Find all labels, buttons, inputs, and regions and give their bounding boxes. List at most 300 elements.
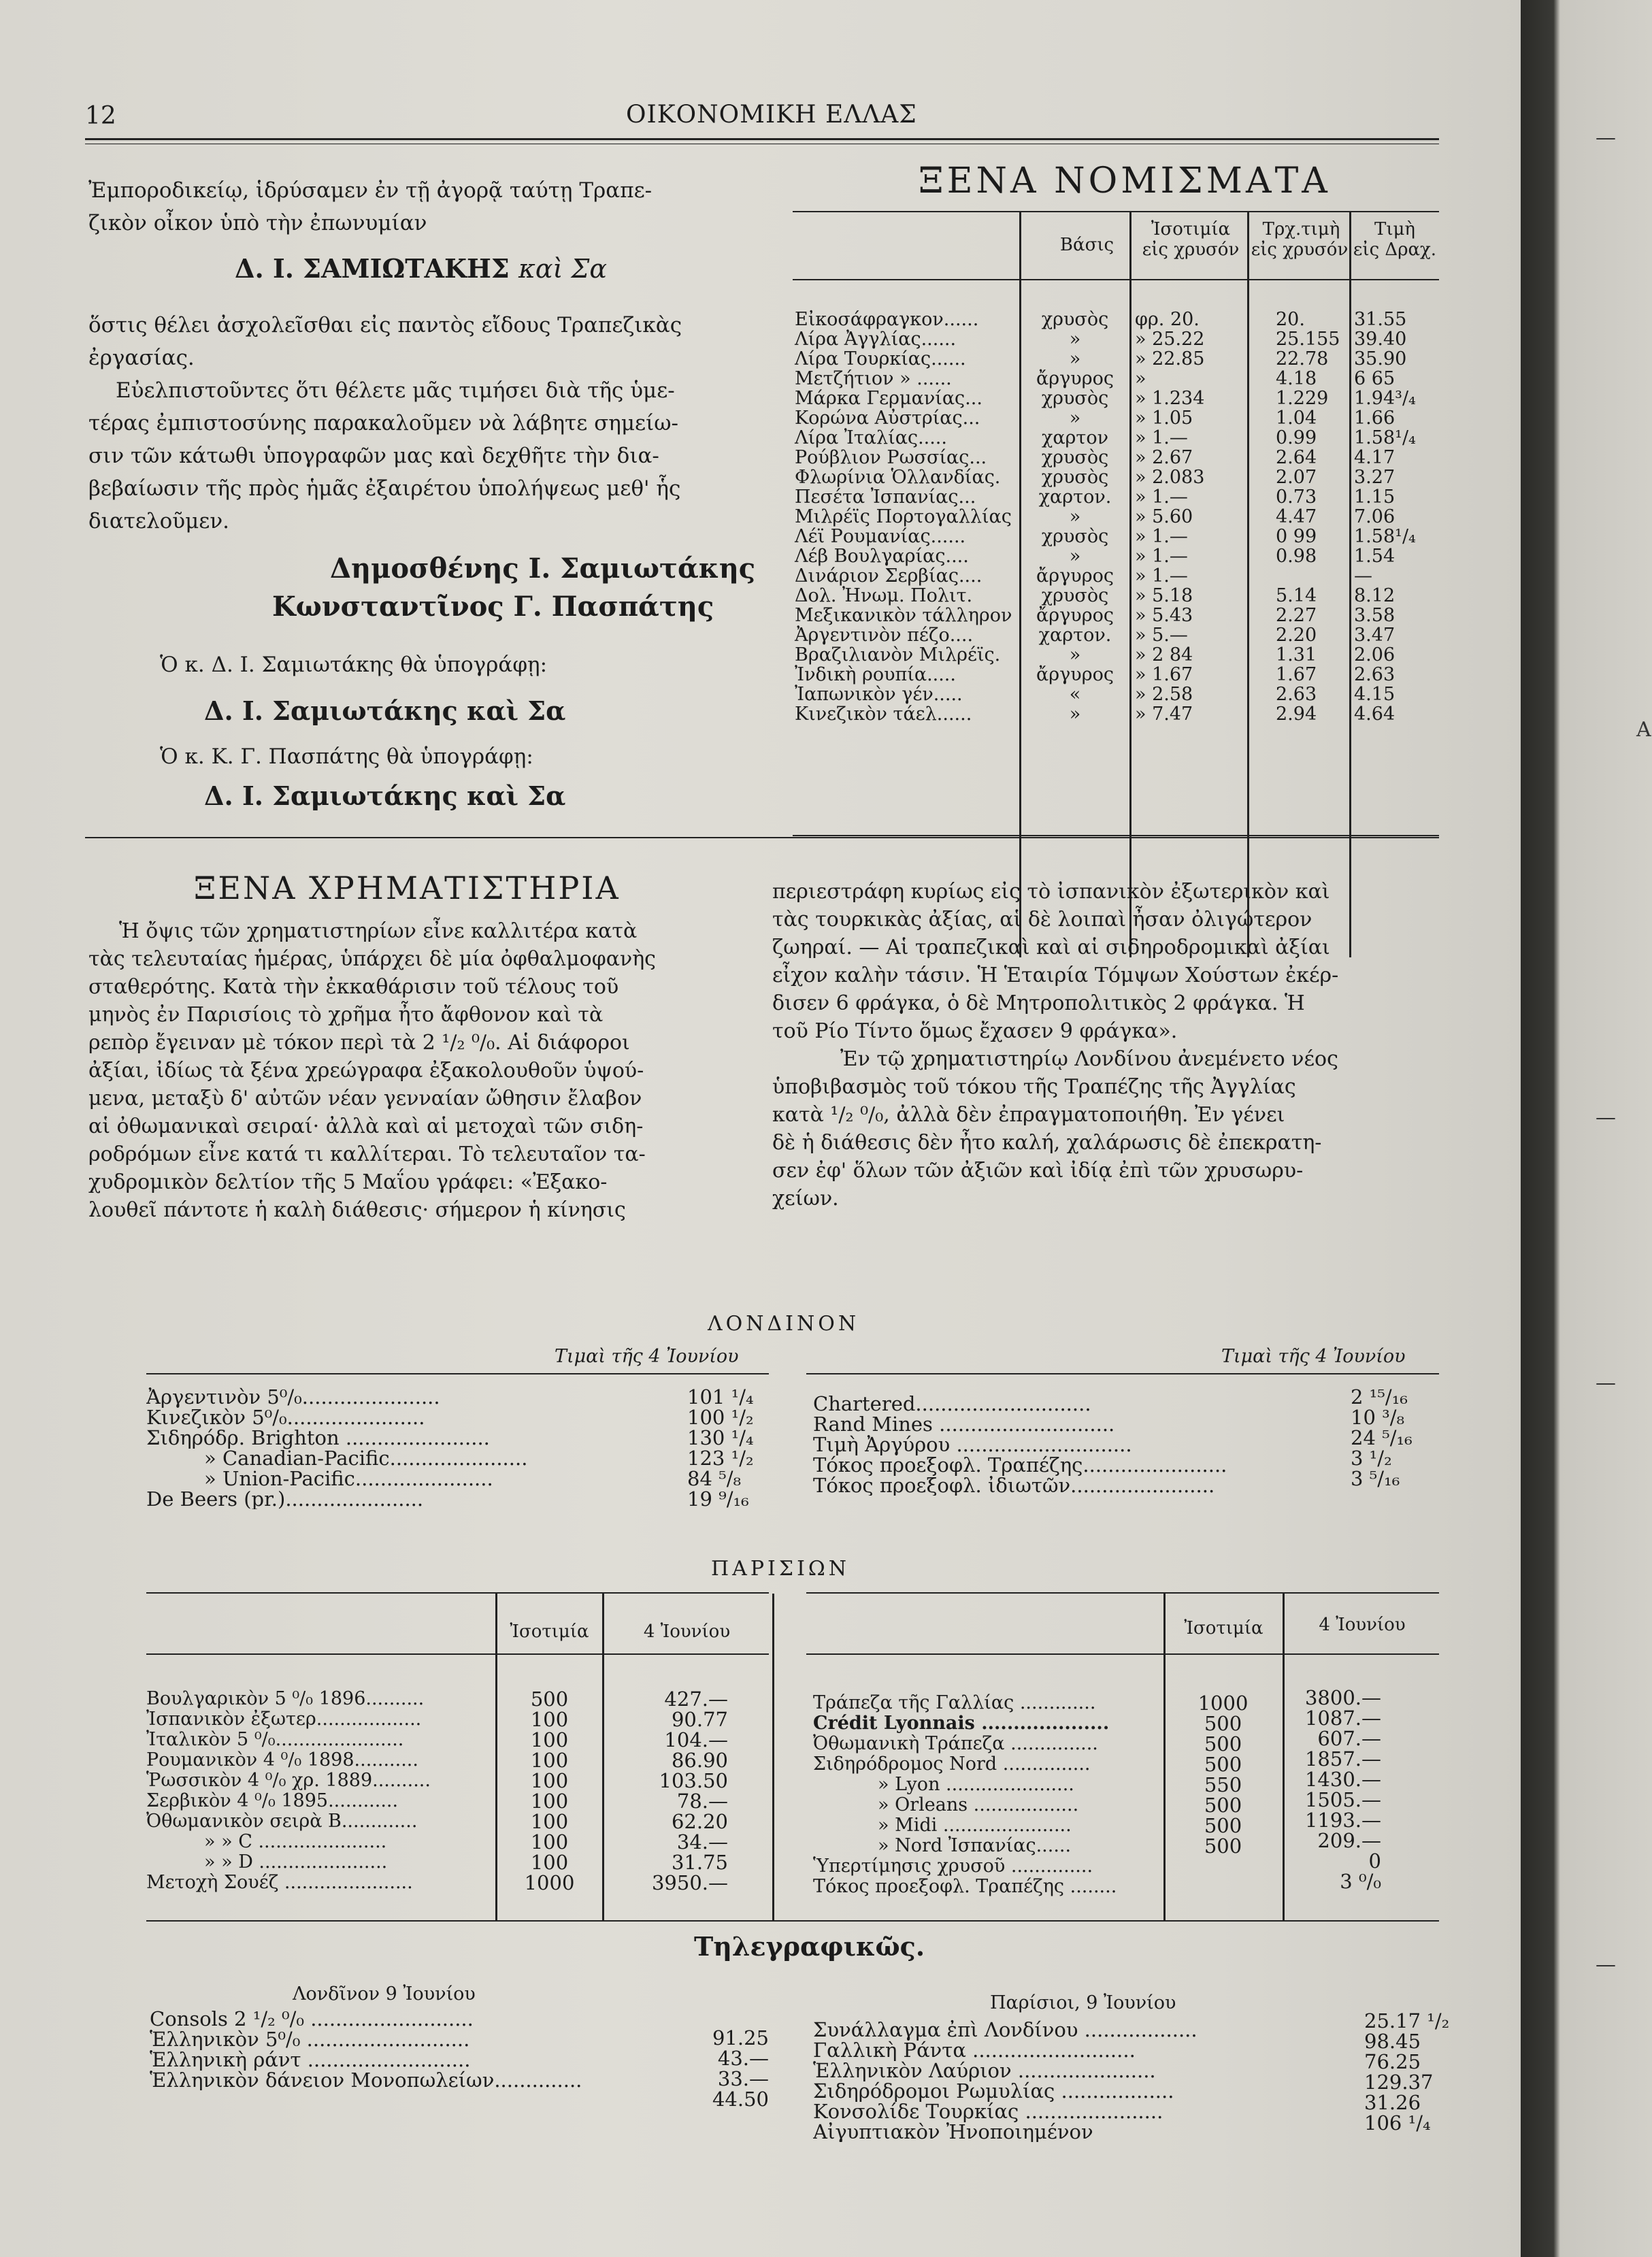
bourses-line: Ἡ ὄψις τῶν χρηματιστηρίων εἶνε καλλιτέρα κατὰ [119,919,638,943]
london-left-values [687,1387,779,1509]
advert-body: βεβαίωσιν τῆς πρὸς ἡμᾶς ἐξαιρέτου ὑπολήψεως μεθ' ἧς [88,476,681,501]
bourses-left-column [88,917,769,1224]
bourses-title: ΞΕΝΑ ΧΡΗΜΑΤΙΣΤΗΡΙΑ [194,870,621,906]
telegraph-price: 31.26 [1364,2091,1421,2114]
coin-drachma-price: 35.90 [1354,348,1407,369]
paris-parity: 100 [530,1769,569,1792]
london-price: 3 ⁵/₁₆ [1351,1467,1400,1490]
london-rule [806,1373,1439,1374]
coin-parity: » 22.85 [1135,348,1205,369]
coins-header-rule [793,279,1439,280]
london-price: 10 ³/₈ [1351,1406,1405,1429]
bourses-line: αἱ ὀθωμανικαὶ σειραί· ἀλλὰ καὶ αἱ μετοχαὶ τῶν σιδη- [88,1115,644,1138]
paris-security: Τόκος προεξοφλ. Τραπέζης ........ [813,1876,1117,1897]
telegraph-security: Ἑλληνικὸν 5⁰/₀ .......................... [150,2028,470,2051]
coin-name: Μεξικανικὸν τάλληρον [795,605,1012,626]
paris-security: » » C ...................... [204,1831,387,1852]
telegraph-paris-names [813,2020,1357,2142]
coins-col-divider [1247,212,1249,957]
paris-col-divider [602,1594,604,1920]
edge-mark: A [1636,718,1651,742]
coin-base: χαρτον. [1038,625,1112,646]
coin-name: Μάρκα Γερμανίας... [795,388,982,409]
telegraph-price: 98.45 [1364,2030,1421,2053]
paris-security: Crédit Lyonnais .................... [813,1713,1110,1734]
coin-parity: » 2.58 [1135,684,1193,705]
paris-price: 427.— [664,1687,728,1711]
coin-gold-price: 2.07 [1276,467,1317,488]
coin-drachma-price: 3.27 [1354,467,1395,488]
paris-price: 1430.— [1304,1768,1381,1791]
paris-header-rule [806,1653,1439,1655]
telegraph-title: Τηλεγραφικῶς. [694,1931,925,1962]
coin-drachma-price: 1.58¹/₄ [1354,427,1416,448]
coin-name: Βραζιλιανὸν Μιλρέϊς. [795,644,1001,665]
london-security: Κινεζικὸν 5⁰/₀...................... [146,1406,425,1429]
paris-parity: 1000 [1197,1692,1249,1715]
london-price: 19 ⁹/₁₆ [687,1487,749,1511]
coin-gold-price: 2.64 [1276,447,1317,468]
paris-col-divider [772,1594,774,1920]
london-right-names [813,1394,1344,1496]
coin-gold-price: 1.31 [1276,644,1317,665]
coins-col-divider [1349,212,1351,957]
telegraph-security: Συνάλλαγμα ἐπὶ Λονδίνου .................. [813,2020,1197,2041]
coin-drachma-price: 1.58¹/₄ [1354,526,1416,547]
coin-drachma-price: 2.06 [1354,644,1395,665]
paris-security: Τράπεζα τῆς Γαλλίας ............. [813,1693,1096,1713]
telegraph-security: Κονσολίδε Τουρκίας ...................... [813,2100,1163,2123]
coin-parity: » 1.234 [1135,388,1205,409]
telegraph-security: Ἑλληνικὴ ράντ .......................... [150,2048,471,2071]
paris-security: Μετοχὴ Σουέζ ...................... [146,1872,413,1893]
london-price: 3 ¹/₂ [1351,1447,1392,1470]
paris-price: 34.— [676,1830,728,1854]
coin-name: Λίρα Ἰταλίας..... [795,427,947,448]
facing-page-edge [1521,0,1652,2257]
coin-parity: » 5.60 [1135,506,1193,527]
paris-parity: 100 [530,1830,569,1854]
paris-parity: 100 [530,1790,569,1813]
coin-base: χρυσὸς [1041,526,1109,547]
paris-header-parity: Ἰσοτιμία [510,1621,589,1642]
paris-price: 104.— [664,1728,728,1751]
paris-security: Ὀθωμανικὸν σειρὰ B............. [146,1811,418,1832]
coin-parity: » 1.— [1135,487,1188,508]
paris-parity: 550 [1204,1773,1242,1796]
coin-base: » [1069,506,1081,527]
london-security: De Beers (pr.)...................... [146,1487,424,1509]
london-right-date: Τιμαὶ τῆς 4 Ἰουνίου [1221,1346,1406,1367]
paris-security: Βουλγαρικὸν 5 ⁰/₀ 1896.......... [146,1689,425,1709]
coins-bases [1024,310,1126,724]
paris-price: 86.90 [671,1749,728,1772]
paris-security: Ὑπερτίμησις χρυσοῦ .............. [813,1856,1093,1877]
coin-gold-price: 0 99 [1276,526,1317,547]
paris-price: 607.— [1317,1727,1381,1750]
paris-header-rule [146,1653,769,1655]
paris-security: » Orleans .................. [878,1794,1079,1815]
telegraph-price: 44.50 [712,2088,769,2111]
coin-drachma-price: 4.64 [1354,704,1395,725]
edge-mark: — [1596,1953,1616,1977]
coin-name: Δινάριον Σερβίας.... [795,565,982,587]
coin-name: Λίρα Τουρκίας...... [795,348,966,369]
paris-security: Σιδηρόδρομος Nord ............... [813,1753,1091,1775]
coin-name: Εἰκοσάφραγκον...... [795,309,979,330]
coin-parity: » 5.18 [1135,585,1193,606]
london-price: 2 ¹⁵/₁₆ [1351,1385,1408,1408]
coin-drachma-price: 8.12 [1354,585,1395,606]
telegraph-price: 106 ¹/₄ [1364,2111,1431,2135]
coin-name: Λέϊ Ρουμανίας...... [795,526,966,547]
bourses-line: ζωηραί. — Αἱ τραπεζικαὶ καὶ αἱ σιδηροδρομικαὶ ἀξίαι [772,936,1330,959]
paris-price: 31.75 [671,1851,728,1874]
coins-drachma-price [1354,310,1439,724]
coin-parity: » [1135,368,1146,389]
coin-parity: » 2 84 [1135,644,1193,665]
london-price: 123 ¹/₂ [687,1447,754,1470]
coin-base: » [1069,348,1081,369]
coin-base: » [1069,546,1081,567]
coin-gold-price: 0.98 [1276,546,1317,567]
coin-parity: » 2.67 [1135,447,1193,468]
paris-parity: 100 [530,1810,569,1833]
telegraph-price: 33.— [717,2067,769,2090]
paris-parity: 500 [1204,1753,1242,1776]
paris-parity: 100 [530,1851,569,1874]
paris-price: 1505.— [1304,1788,1381,1811]
coins-bottom-rule [793,835,1439,836]
bourses-line: Ἐν τῷ χρηματιστηρίῳ Λονδίνου ἀνεμένετο νέος [840,1047,1338,1071]
coin-name: Ἰαπωνικὸν γέν..... [795,684,963,705]
paris-security: Ὀθωμανικὴ Τράπεζα ............... [813,1733,1098,1754]
bourses-line: δὲ ἡ διάθεσις δὲν ἦτο καλή, χαλάρωσις δὲ ἐπεκρατη- [772,1131,1322,1155]
header-rule [85,138,1439,140]
edge-mark: — [1596,1371,1616,1395]
coin-gold-price: 1.04 [1276,408,1317,429]
coin-gold-price: 2.63 [1276,684,1317,705]
bourses-line: χείων. [772,1187,839,1210]
paris-security: Ρουμανικὸν 4 ⁰/₀ 1898........... [146,1749,418,1770]
coin-gold-price: 5.14 [1276,585,1317,606]
coin-drachma-price: 3.58 [1354,605,1395,626]
coin-parity: φρ. 20. [1135,309,1200,330]
telegraph-security: Ἑλληνικὸν Λαύριον ...................... [813,2059,1156,2082]
paris-right-names [813,1693,1160,1897]
paris-price: 103.50 [659,1769,728,1792]
bourses-line: σεν ἐφ' ὅλων τῶν ἀξιῶν καὶ ἰδίᾳ ἐπὶ τῶν χρυσωρυ- [772,1159,1304,1183]
coin-base: « [1069,684,1081,705]
paris-bottom-rule [146,1920,1439,1922]
paris-security: » Nord Ἰσπανίας...... [878,1835,1072,1856]
coin-gold-price [1276,566,1347,586]
paris-parity [1167,1877,1279,1897]
paris-price: 3950.— [651,1871,728,1894]
telegraph-price: 76.25 [1364,2050,1421,2073]
london-left-date: Τιμαὶ τῆς 4 Ἰουνίου [555,1346,739,1367]
coin-base: » [1069,408,1081,429]
coin-name: Λέβ Βουλγαρίας.... [795,546,969,567]
paris-col-divider [1163,1594,1166,1920]
paris-price: 3 ⁰/₀ [1340,1870,1381,1893]
coin-gold-price: 4.47 [1276,506,1317,527]
telegraph-price: 25.17 ¹/₂ [1364,2009,1450,2032]
paris-left-values [609,1689,728,1893]
coin-gold-price: 0.99 [1276,427,1317,448]
paris-col-divider [1283,1594,1285,1920]
paris-header-date: 4 Ἰουνίου [1319,1615,1406,1635]
telegraph-security: Consols 2 ¹/₂ ⁰/₀ .......................... [150,2009,474,2030]
paris-parity: 1000 [524,1871,575,1894]
advert-body: Εὐελπιστοῦντες ὅτι θέλετε μᾶς τιμήσει διὰ τῆς ὑμε- [116,378,675,403]
paris-price: 3800.— [1304,1686,1381,1709]
coins-header-gold: Τρχ.τιμὴ [1262,219,1340,240]
paris-header-parity: Ἰσοτιμία [1184,1618,1263,1638]
coin-name: Λίρα Ἀγγλίας...... [795,329,957,350]
bourses-line: τὰς τουρκικὰς ἀξίας, αἱ δὲ λοιπαὶ ἦσαν ὀλιγώτερον [772,908,1312,932]
coin-gold-price: 4.18 [1276,368,1317,389]
paris-col-divider [495,1594,497,1920]
coin-gold-price: 22.78 [1276,348,1329,369]
coin-base: χρυσὸς [1041,585,1109,606]
paris-security: Ἰσπανικὸν ἐξωτερ.................. [146,1709,422,1730]
bourses-line: ρεπὸρ ἔγειναν μὲ τόκον περὶ τὰ 2 ¹/₂ ⁰/₀. Αἱ διάφοροι [88,1031,630,1055]
coin-drachma-price: 4.15 [1354,684,1395,705]
coin-drachma-price: 31.55 [1354,309,1407,330]
paris-parity: 500 [1204,1834,1242,1858]
coin-name: Δολ. Ἠνωμ. Πολιτ. [795,585,973,606]
coin-parity: » 1.— [1135,526,1188,547]
coins-header-parity: Ἰσοτιμία [1151,219,1231,240]
coins-header-price: Τιμὴ [1374,219,1415,240]
coins-col-divider [1129,212,1131,957]
bourses-line: μενα, μεταξὺ δ' αὐτῶν νέαν γενναίαν ὤθησιν ἔλαβον [88,1087,642,1110]
paris-security: » Midi ...................... [878,1815,1072,1836]
coin-drachma-price: 7.06 [1354,506,1395,527]
coin-name: Ρούβλιον Ρωσσίας... [795,447,987,468]
coin-parity: » 5.— [1135,625,1188,646]
paris-price: 78.— [676,1790,728,1813]
coin-name: Πεσέτα Ἰσπανίας... [795,487,976,508]
telegraph-price: 91.25 [712,2026,769,2049]
coin-drachma-price: 1.54 [1354,546,1395,567]
bourses-line: τὰς τελευταίας ἡμέρας, ὑπάρχει δὲ μία ὀφθαλμοφανὴς [88,947,656,971]
coins-gold-price [1276,310,1347,724]
coins-header-base: Βάσις [1059,235,1114,255]
paris-price: 209.— [1317,1829,1381,1852]
coin-drachma-price: 4.17 [1354,447,1395,468]
london-security: » Canadian-Pacific...................... [204,1447,528,1470]
coin-drachma-price: 6 65 [1354,368,1395,389]
telegraph-security: Αἰγυπτιακὸν Ἠνοποιημένον [813,2120,1093,2142]
london-security: Τόκος προεξοφλ. Τραπέζης....................... [813,1453,1227,1477]
paris-parity: 100 [530,1728,569,1751]
coin-base: » [1069,704,1081,725]
coins-header-parity: εἰς χρυσόν [1142,240,1240,260]
paris-price: 1087.— [1304,1707,1381,1730]
coin-base: ἄργυρος [1036,565,1114,587]
coin-name: Ἀργεντινὸν πέζο.... [795,625,974,646]
coin-name: Κινεζικὸν τάελ...... [795,704,972,725]
coin-base: χρυσὸς [1041,467,1109,488]
london-price: 100 ¹/₂ [687,1406,754,1429]
bourses-line: μηνὸς ἐν Παρισίοις τὸ χρῆμα ἦτο ἄφθονον καὶ τὰ [88,1003,604,1027]
coin-name: Φλωρίνια Ὁλλανδίας. [795,467,1001,488]
london-price: 84 ⁵/₈ [687,1467,742,1490]
paris-parity: 500 [1204,1712,1242,1735]
coin-base: χρυσὸς [1041,309,1109,330]
telegraph-price: 43.— [717,2047,769,2070]
telegraph-paris-values [1364,2009,1450,2135]
page-number: 12 [85,102,116,130]
bourses-line: ροδρόμων εἶνε κατά τι καλλίτεραι. Τὸ τελευταῖον τα- [88,1142,646,1166]
paris-parity: 100 [530,1708,569,1731]
paris-parity: 500 [1204,1814,1242,1837]
coin-name: Μιλρέϊς Πορτογαλλίας [795,506,1012,527]
london-price: 24 ⁵/₁₆ [1351,1426,1413,1449]
telegraph-security: Ἑλληνικὸν δάνειον Μονοπωλείων.............. [150,2069,582,2090]
coins-header-gold: εἰς χρυσόν [1251,240,1349,260]
london-security: Ἀργεντινὸν 5⁰/₀...................... [146,1387,440,1408]
london-security: Τόκος προεξοφλ. ἰδιωτῶν....................... [813,1474,1215,1496]
bourses-line: δισεν 6 φράγκα, ὁ δὲ Μητροπολιτικὸς 2 φράγκα. Ἡ [772,991,1305,1015]
coin-name: Κορώνα Αὐστρίας... [795,408,980,429]
bourses-line: εἶχον καλὴν τάσιν. Ἡ Ἑταιρία Τόμψων Χούστων ἐκέρ- [772,963,1339,987]
coin-drachma-price: 2.63 [1354,664,1395,685]
advert-intro: Ἐμποροδικείῳ, ἱδρύσαμεν ἐν τῇ ἀγορᾷ ταύτῃ Τραπε- [88,178,652,203]
edge-mark: — [1596,1106,1616,1130]
bourses-line: κατὰ ¹/₂ ⁰/₀, ἀλλὰ δὲν ἐπραγματοποιήθη. Ἐν γένει [772,1103,1285,1127]
bourses-line: ὑποβιβασμὸς τοῦ τόκου τῆς Τραπέζης τῆς Ἀγγλίας [772,1075,1296,1099]
coin-gold-price: 0.73 [1276,487,1317,508]
signing-note-1: Ὁ κ. Δ. Ι. Σαμιωτάκης θὰ ὑπογράφῃ: [160,653,548,677]
paris-price: 90.77 [671,1708,728,1731]
coin-parity: » 1.05 [1135,408,1193,429]
london-security: » Union-Pacific...................... [204,1467,493,1490]
coin-drachma-price: — [1354,565,1372,587]
signature-1: Δημοσθένης Ι. Σαμιωτάκης [330,553,756,584]
paris-price: 1857.— [1304,1747,1381,1770]
coin-parity: » 1.— [1135,546,1188,567]
running-title: ΟΙΚΟΝΟΜΙΚΗ ΕΛΛΑΣ [626,101,917,129]
coin-drachma-price: 1.15 [1354,487,1395,508]
signing-note-2: Ὁ κ. Κ. Γ. Πασπάτης θὰ ὑπογράφῃ: [160,744,533,769]
london-left-names [146,1387,670,1509]
telegraph-london-date: Λονδῖνον 9 Ἰουνίου [293,1983,476,2005]
coin-base: χρυσὸς [1041,388,1109,409]
coin-gold-price: 20. [1276,309,1305,330]
bourses-line: τοῦ Ρίο Τίντο ὅμως ἔχασεν 9 φράγκα». [772,1019,1178,1043]
paris-parity: 500 [1204,1794,1242,1817]
coin-parity: » 5.43 [1135,605,1193,626]
signature-2: Κωνσταντῖνος Γ. Πασπάτης [272,591,714,623]
paris-price: 0 [1368,1849,1381,1873]
bourses-line: χυδρομικὸν δελτίον τῆς 5 Μαΐου γράφει: «Ἐξακο- [88,1170,608,1194]
coin-base: χαρτον. [1038,487,1112,508]
coin-drachma-price: 1.94³/₄ [1354,388,1416,409]
bourses-right-column [772,878,1446,1213]
coin-drachma-price: 39.40 [1354,329,1407,350]
paris-rule [146,1592,769,1594]
firm-name: Δ. Ι. ΣΑΜΙΩΤΑΚΗΣ καὶ Σα [235,253,608,284]
london-title: ΛΟΝΔΙΝΟΝ [708,1312,860,1336]
bourses-line: περιεστράφη κυρίως εἰς τὸ ἰσπανικὸν ἐξωτερικὸν καὶ [772,880,1330,904]
london-security: Τιμὴ Ἀργύρου ............................ [813,1433,1132,1456]
coin-gold-price: 2.20 [1276,625,1317,646]
coin-base: » [1069,644,1081,665]
coin-gold-price: 2.27 [1276,605,1317,626]
london-security: Chartered............................ [813,1394,1091,1415]
coin-name: Μετζήτιον » ...... [795,368,952,389]
paris-header-date: 4 Ἰουνίου [643,1621,731,1642]
coin-gold-price: 1.67 [1276,664,1317,685]
telegraph-london-names [150,2009,694,2090]
coins-names [795,310,1019,724]
paris-security: Ῥωσσικὸν 4 ⁰/₀ χρ. 1889.......... [146,1770,431,1791]
coin-base: ἄργυρος [1036,368,1114,389]
paris-price: 62.20 [671,1810,728,1833]
coin-gold-price: 25.155 [1276,329,1340,350]
paris-parity: 500 [530,1687,569,1711]
paris-left-names [146,1689,490,1893]
coin-base: χαρτον [1041,427,1109,448]
london-right-values [1351,1387,1439,1489]
paris-right-parity [1167,1693,1279,1897]
bourses-line: σταθερότης. Κατὰ τὴν ἐκκαθάρισιν τοῦ τέλους τοῦ [88,975,619,999]
advert-body: τέρας ἐμπιστοσύνης παρακαλοῦμεν νὰ λάβητε σημείω- [88,411,678,435]
coin-base: ἄργυρος [1036,664,1114,685]
paris-rule [806,1592,1439,1594]
coin-drachma-price: 1.66 [1354,408,1395,429]
coin-gold-price: 2.94 [1276,704,1317,725]
coin-base: χρυσὸς [1041,447,1109,468]
paris-parity: 100 [530,1749,569,1772]
paris-right-values [1286,1687,1381,1892]
coin-parity: » 2.083 [1135,467,1205,488]
coin-name: Ἰνδικὴ ρουπία..... [795,664,956,685]
advert-body: ὅστις θέλει ἀσχολεῖσθαι εἰς παντὸς εἴδους Τραπεζικὰς [88,313,682,337]
telegraph-london-values [697,2028,769,2109]
telegraph-security: Γαλλικὴ Ράντα .......................... [813,2039,1136,2062]
paris-title: ΠΑΡΙΣΙΩΝ [711,1557,850,1581]
coins-title: ΞΕΝΑ ΝΟΜΙΣΜΑΤΑ [919,161,1331,201]
paris-security: » » D ...................... [204,1851,388,1873]
coin-parity: » 1.— [1135,565,1188,587]
edge-mark: — [1596,126,1616,150]
coin-base: ἄργυρος [1036,605,1114,626]
telegraph-security: Σιδηρόδρομοι Ρωμυλίας .................. [813,2079,1174,2103]
coins-col-divider [1019,212,1021,957]
coins-parity [1135,310,1244,724]
advert-intro: ζικὸν οἶκον ὑπὸ τὴν ἐπωνυμίαν [88,211,427,235]
signing-note-1-signature: Δ. Ι. Σαμιωτάκης καὶ Σα [204,695,566,726]
coin-parity: » 1.67 [1135,664,1193,685]
london-rule [146,1373,769,1374]
telegraph-paris-date: Παρίσιοι, 9 Ἰουνίου [990,1992,1176,2013]
advert-body: ἐργασίας. [88,346,195,370]
advert-body: σιν τῶν κάτωθι ὑπογραφῶν μας καὶ δεχθῆτε τὴν δια- [88,444,659,468]
bourses-line: λουθεῖ πάντοτε ἡ καλὴ διάθεσις· σήμερον ἡ κίνησις [88,1198,626,1222]
bourses-line: ἀξίαι, ἰδίως τὰ ξένα χρεώγραφα ἐξακολουθοῦν ὑψού- [88,1059,644,1083]
coin-parity: » 25.22 [1135,329,1205,350]
coin-base: » [1069,329,1081,350]
coins-top-rule [793,211,1439,212]
paris-security: » Lyon ...................... [878,1774,1074,1795]
advert-body: διατελοῦμεν. [88,509,230,533]
paris-price: 1193.— [1304,1809,1381,1832]
paris-parity: 500 [1204,1732,1242,1756]
